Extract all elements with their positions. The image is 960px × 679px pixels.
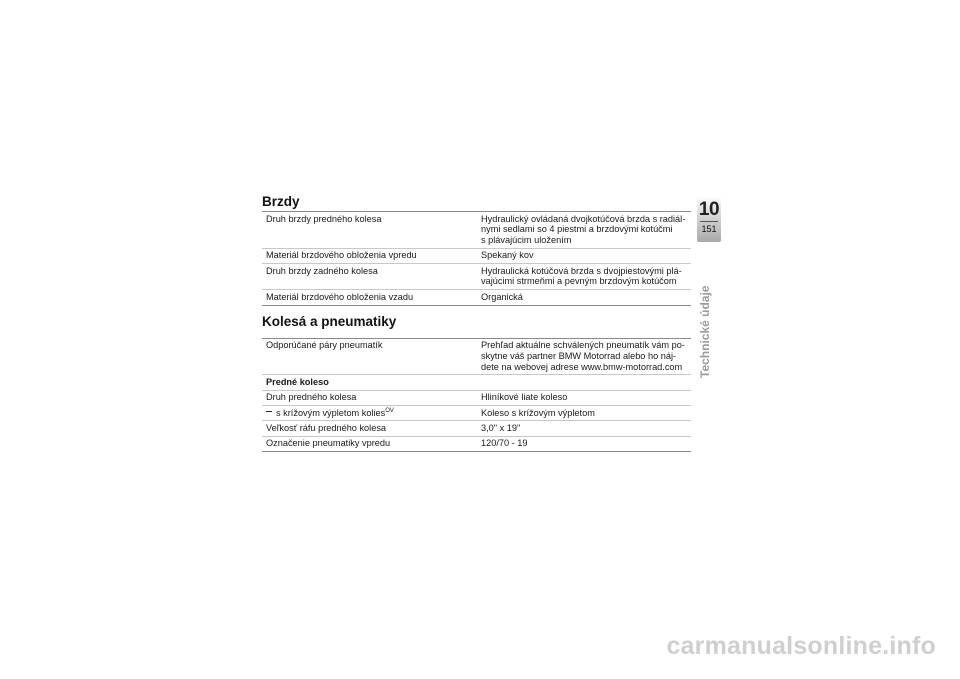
row-value: Prehľad aktuálne schválených pneumatík vám po- skytne váš partner BMW Motorrad alebo ho náj- dete na webovej adrese www.bmw-motorrad.com [481, 340, 685, 372]
row-value: Spekaný kov [481, 250, 534, 261]
front-wheel-subheader-row [262, 375, 691, 390]
row-label: Druh brzdy zadného kolesa [266, 265, 378, 276]
option-code: OV [385, 407, 394, 414]
chapter-tab [697, 196, 721, 242]
brakes-section [262, 194, 691, 306]
row-label: Druh predného kolesa [266, 392, 357, 403]
brakes-heading: Brzdy [262, 194, 300, 209]
table-row [262, 290, 691, 304]
table-row [262, 264, 691, 290]
row-value: Hydraulický ovládaná dvojkotúčová brzda s radiál- nymi sedlami so 4 piestmi a brzdovými kotúčmi s plávajúcim uložením [481, 213, 686, 246]
row-value: Hydraulická kotúčová brzda s dvojpiestovými plá- vajúcimi strmeňmi a pevným brzdovým kotúčom [481, 265, 682, 287]
row-label: Materiál brzdového obloženia vzadu [266, 291, 414, 302]
table-row [262, 421, 691, 436]
row-value: Koleso s krížovým výpletom [481, 407, 595, 418]
tab-divider [700, 221, 718, 222]
wheels-table [262, 338, 691, 452]
watermark-text: carmanualsonline.info [666, 632, 936, 660]
table-row [262, 212, 691, 249]
row-value: 3,0" x 19" [481, 422, 521, 433]
row-label: Označenie pneumatiky vpredu [266, 438, 391, 449]
row-value: 120/70 - 19 [481, 438, 528, 449]
table-row [262, 391, 691, 406]
dash-icon [266, 411, 272, 412]
row-value: Organická [481, 291, 523, 302]
option-label: s krížovým výpletom kolies [276, 407, 386, 418]
table-row [262, 339, 691, 376]
table-row [262, 406, 691, 421]
table-row [262, 249, 691, 264]
chapter-title-vertical: Technické údaje [698, 285, 712, 378]
row-label: Veľkosť ráfu predného kolesa [266, 422, 387, 433]
table-row [262, 437, 691, 451]
row-label-option [262, 408, 474, 419]
wheels-section [262, 314, 691, 452]
wheels-heading: Kolesá a pneumatiky [262, 313, 397, 329]
brakes-table [262, 211, 691, 306]
row-label: Druh brzdy predného kolesa [266, 213, 382, 224]
row-label: Odporúčané páry pneumatík [266, 340, 383, 351]
chapter-number: 10 [698, 199, 720, 220]
row-value: Hliníkové liate koleso [481, 392, 568, 403]
front-wheel-subheader: Predné koleso [266, 376, 329, 387]
row-label: Materiál brzdového obloženia vpredu [266, 250, 417, 261]
manual-content [262, 194, 691, 452]
page-number: 151 [701, 224, 717, 234]
